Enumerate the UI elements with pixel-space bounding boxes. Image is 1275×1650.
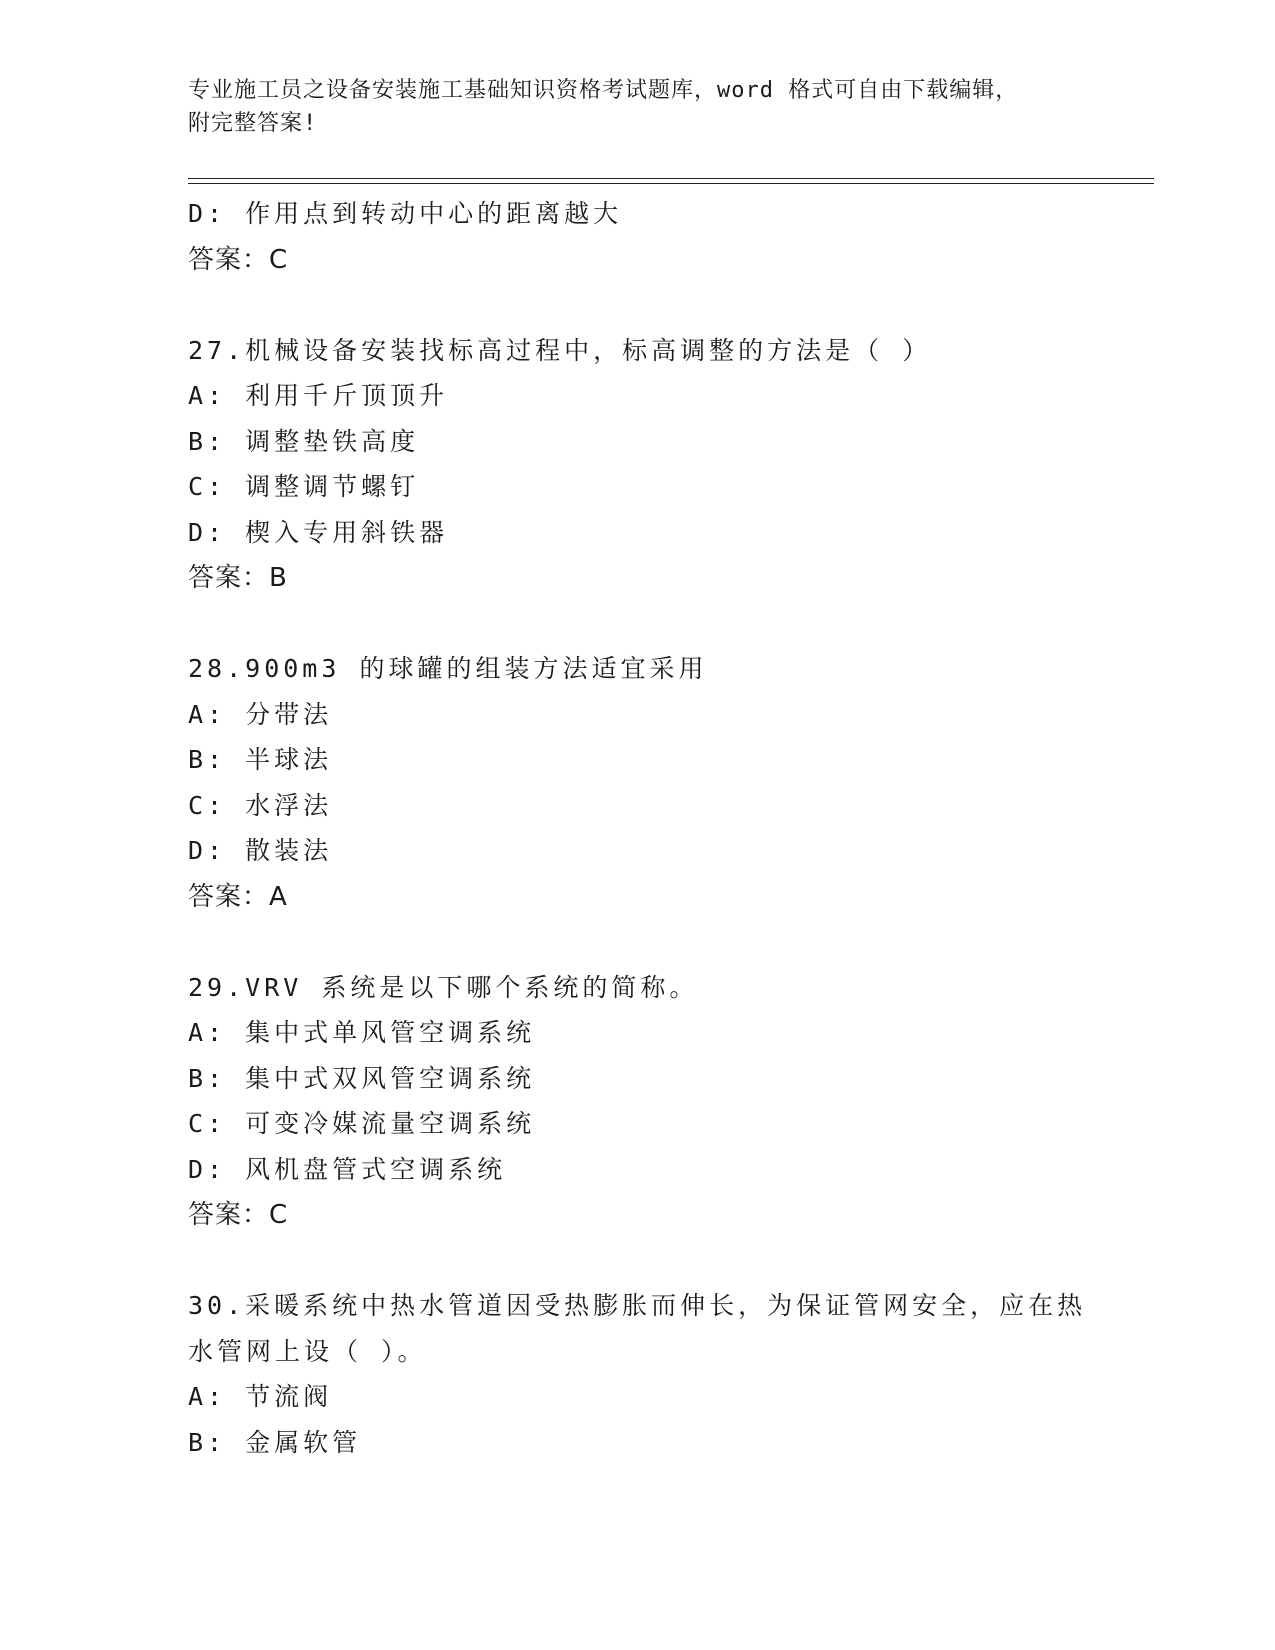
header-rule-top xyxy=(188,178,1154,179)
question-title-line-1: 30.采暖系统中热水管道因受热膨胀而伸长，为保证管网安全，应在热 xyxy=(188,1291,1087,1320)
option-c: C: 可变冷媒流量空调系统 xyxy=(188,1109,536,1138)
spacer xyxy=(188,1238,1088,1283)
option-b: B: 金属软管 xyxy=(188,1427,362,1457)
option-c: C: 调整调节螺钉 xyxy=(188,472,420,501)
question-27 xyxy=(188,328,1088,602)
option-b: B: 调整垫铁高度 xyxy=(188,426,420,456)
option-d: D: 楔入专用斜铁器 xyxy=(188,517,449,547)
option-b: B: 半球法 xyxy=(188,745,333,774)
question-30 xyxy=(188,1283,1088,1465)
answer: 答案：B xyxy=(188,563,288,593)
option-a: A: 节流阀 xyxy=(188,1382,333,1411)
question-title-line-2: 水管网上设（ ）。 xyxy=(188,1336,427,1366)
option-d: D: 散装法 xyxy=(188,836,333,865)
document-body xyxy=(188,191,1088,1465)
spacer xyxy=(188,601,1088,646)
header-line-1: 专业施工员之设备安装施工基础知识资格考试题库，word 格式可自由下载编辑， xyxy=(188,78,1019,103)
spacer xyxy=(188,283,1088,328)
option-a: A: 利用千斤顶顶升 xyxy=(188,381,449,410)
prev-option-d: D: 作用点到转动中心的距离越大 xyxy=(188,199,623,228)
spacer xyxy=(188,920,1088,965)
option-c: C: 水浮法 xyxy=(188,790,333,820)
question-title: 28.900m3 的球罐的组装方法适宜采用 xyxy=(188,654,708,683)
prev-answer: 答案：C xyxy=(188,244,289,275)
option-a: A: 分带法 xyxy=(188,699,333,729)
question-28 xyxy=(188,646,1088,920)
answer: 答案：C xyxy=(188,1200,289,1230)
question-title: 27.机械设备安装找标高过程中，标高调整的方法是（ ） xyxy=(188,335,932,365)
option-d: D: 风机盘管式空调系统 xyxy=(188,1154,507,1184)
answer: 答案：A xyxy=(188,881,288,912)
document-header xyxy=(188,74,1088,140)
header-line-2: 附完整答案! xyxy=(188,111,318,136)
question-29 xyxy=(188,965,1088,1239)
option-b: B: 集中式双风管空调系统 xyxy=(188,1063,536,1093)
question-title: 29.VRV 系统是以下哪个系统的简称。 xyxy=(188,972,699,1002)
header-rule-bottom xyxy=(188,183,1154,184)
option-a: A: 集中式单风管空调系统 xyxy=(188,1018,536,1047)
